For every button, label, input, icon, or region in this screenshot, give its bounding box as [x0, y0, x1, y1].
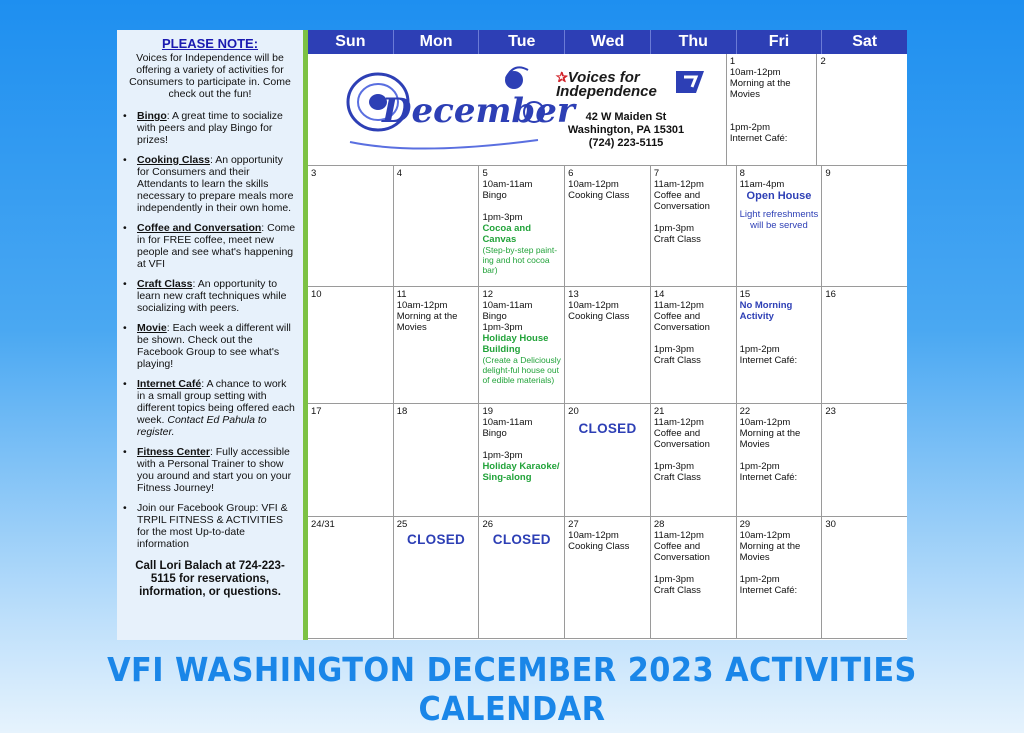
- closed-label: CLOSED: [407, 532, 466, 547]
- weekday-thu: Thu: [651, 30, 737, 54]
- day-cell-4: 4: [394, 166, 480, 286]
- list-item: • Coffee and Conversation: Come in for FREE coffee, meet new people and see what's happening at VFI: [123, 222, 296, 270]
- week-row-5: [308, 517, 907, 639]
- day-cell-26: 26 CLOSED: [479, 517, 565, 638]
- day-cell-14: 14 11am-12pm Coffee and Conversation 1pm-3pm Craft Class: [651, 287, 737, 403]
- notes-sidebar: [117, 30, 303, 640]
- address-block: 42 W Maiden St Washington, PA 15301 (724) 223-5115: [567, 111, 685, 149]
- day-cell-17: 17: [308, 404, 394, 516]
- bullet-icon: •: [123, 154, 127, 166]
- list-item: • Join our Facebook Group: VFI & TRPIL FITNESS & ACTIVITIES for the most Up-to-date information: [123, 502, 288, 550]
- day-cell-20: 20 CLOSED: [565, 404, 651, 516]
- day-cell-10: 10: [308, 287, 394, 403]
- contact-callout: Call Lori Balach at 724-223-5115 for reservations, information, or questions.: [135, 560, 285, 598]
- list-item: • Craft Class: An opportunity to learn new craft techniques while socializing with peers.: [123, 278, 287, 314]
- week-row-4: [308, 404, 907, 517]
- day-cell-30: 30: [825, 519, 836, 530]
- day-cell-2: 2: [820, 56, 826, 67]
- day-cell-25: 25 CLOSED: [394, 517, 480, 638]
- day-cell-15: 15 No Morning Activity 1pm-2pm Internet Café:: [737, 287, 823, 403]
- bullet-icon: •: [123, 110, 127, 122]
- bullet-icon: •: [123, 378, 127, 390]
- day-cell-12: 12 10am-11am Bingo 1pm-3pm Holiday House Building (Create a Deliciously delight-ful house out of edible materials): [479, 287, 565, 403]
- bullet-icon: •: [123, 502, 127, 514]
- day-cell-24-31: 24/31: [308, 517, 394, 638]
- day-cell-9: 9: [825, 168, 831, 179]
- day-cell-6: 6 10am-12pm Cooking Class: [565, 166, 651, 286]
- day-cell-21: 21 11am-12pm Coffee and Conversation 1pm-3pm Craft Class: [651, 404, 737, 516]
- day-cell-27: 27 10am-12pm Cooking Class: [565, 517, 651, 638]
- list-item: • Cooking Class: An opportunity for Consumers and their Attendants to learn the skills necessary to prepare meals more independently in their own home.: [123, 154, 294, 214]
- december-artwork: [338, 56, 578, 165]
- closed-label: CLOSED: [492, 532, 551, 547]
- activity-list: [123, 110, 297, 550]
- day-cell-23: 23: [825, 406, 836, 417]
- day-cell-11: 11 10am-12pm Morning at the Movies: [394, 287, 480, 403]
- weekday-fri: Fri: [737, 30, 823, 54]
- list-item: • Internet Café: A chance to work in a small group setting with different topics being offered each week. Contact Ed Pahula to register.: [123, 378, 295, 438]
- weekday-tue: Tue: [479, 30, 565, 54]
- bullet-icon: •: [123, 446, 127, 458]
- day-cell-8: 8 11am-4pm Open House Light refreshments will be served: [737, 166, 823, 286]
- note-intro: Voices for Independence will be offering a variety of activities for Consumers to participate in. Come check out the fun!: [129, 52, 291, 100]
- list-item: • Movie: Each week a different will be shown. Check out the Facebook Group to see what's playing!: [123, 322, 291, 370]
- calendar-grid: [308, 30, 907, 640]
- list-item: • Fitness Center: Fully accessible with a Personal Trainer to show you around and start you on your Fitness Journey!: [123, 446, 292, 494]
- day-cell-13: 13 10am-12pm Cooking Class: [565, 287, 651, 403]
- note-title: PLEASE NOTE:: [161, 36, 259, 51]
- weekday-sun: Sun: [308, 30, 394, 54]
- day-cell-28: 28 11am-12pm Coffee and Conversation 1pm-3pm Craft Class: [651, 517, 737, 638]
- weekday-mon: Mon: [394, 30, 480, 54]
- december-art-text: December: [382, 91, 575, 131]
- day-cell-22: 22 10am-12pm Morning at the Movies 1pm-2pm Internet Café:: [737, 404, 823, 516]
- closed-label: CLOSED: [578, 421, 637, 436]
- week-row-2: [308, 166, 907, 287]
- list-item: • Bingo: A great time to socialize with peers and play Bingo for prizes!: [123, 110, 283, 146]
- weekday-wed: Wed: [565, 30, 651, 54]
- day-cell-5: 5 10am-11am Bingo 1pm-3pm Cocoa and Canvas (Step-by-step paint-ing and hot cocoa bar): [479, 166, 565, 286]
- day-cell-1: 1 10am-12pm Morning at the Movies 1pm-2pm Internet Café:: [727, 54, 818, 165]
- week-row-3: [308, 287, 907, 404]
- vfi-logo: ✰Voices for Independence: [556, 69, 657, 100]
- page-title: VFI WASHINGTON DECEMBER 2023 ACTIVITIES CALENDAR: [107, 650, 917, 728]
- bullet-icon: •: [123, 278, 127, 290]
- bullet-icon: •: [123, 322, 127, 334]
- month-banner: [308, 54, 727, 165]
- week-row-1: [308, 54, 907, 166]
- vfi-logo-mark-icon: [674, 69, 708, 95]
- weekday-header: [308, 30, 907, 54]
- bullet-icon: •: [123, 222, 127, 234]
- star-icon: ✰: [556, 69, 568, 85]
- day-cell-7: 7 11am-12pm Coffee and Conversation 1pm-3pm Craft Class: [651, 166, 737, 286]
- day-cell-29: 29 10am-12pm Morning at the Movies 1pm-2pm Internet Café:: [737, 517, 823, 638]
- day-cell-3: 3: [308, 166, 394, 286]
- day-cell-19: 19 10am-11am Bingo 1pm-3pm Holiday Karaoke/ Sing-along: [479, 404, 565, 516]
- weekday-sat: Sat: [822, 30, 907, 54]
- day-cell-18: 18: [394, 404, 480, 516]
- day-cell-16: 16: [825, 289, 836, 300]
